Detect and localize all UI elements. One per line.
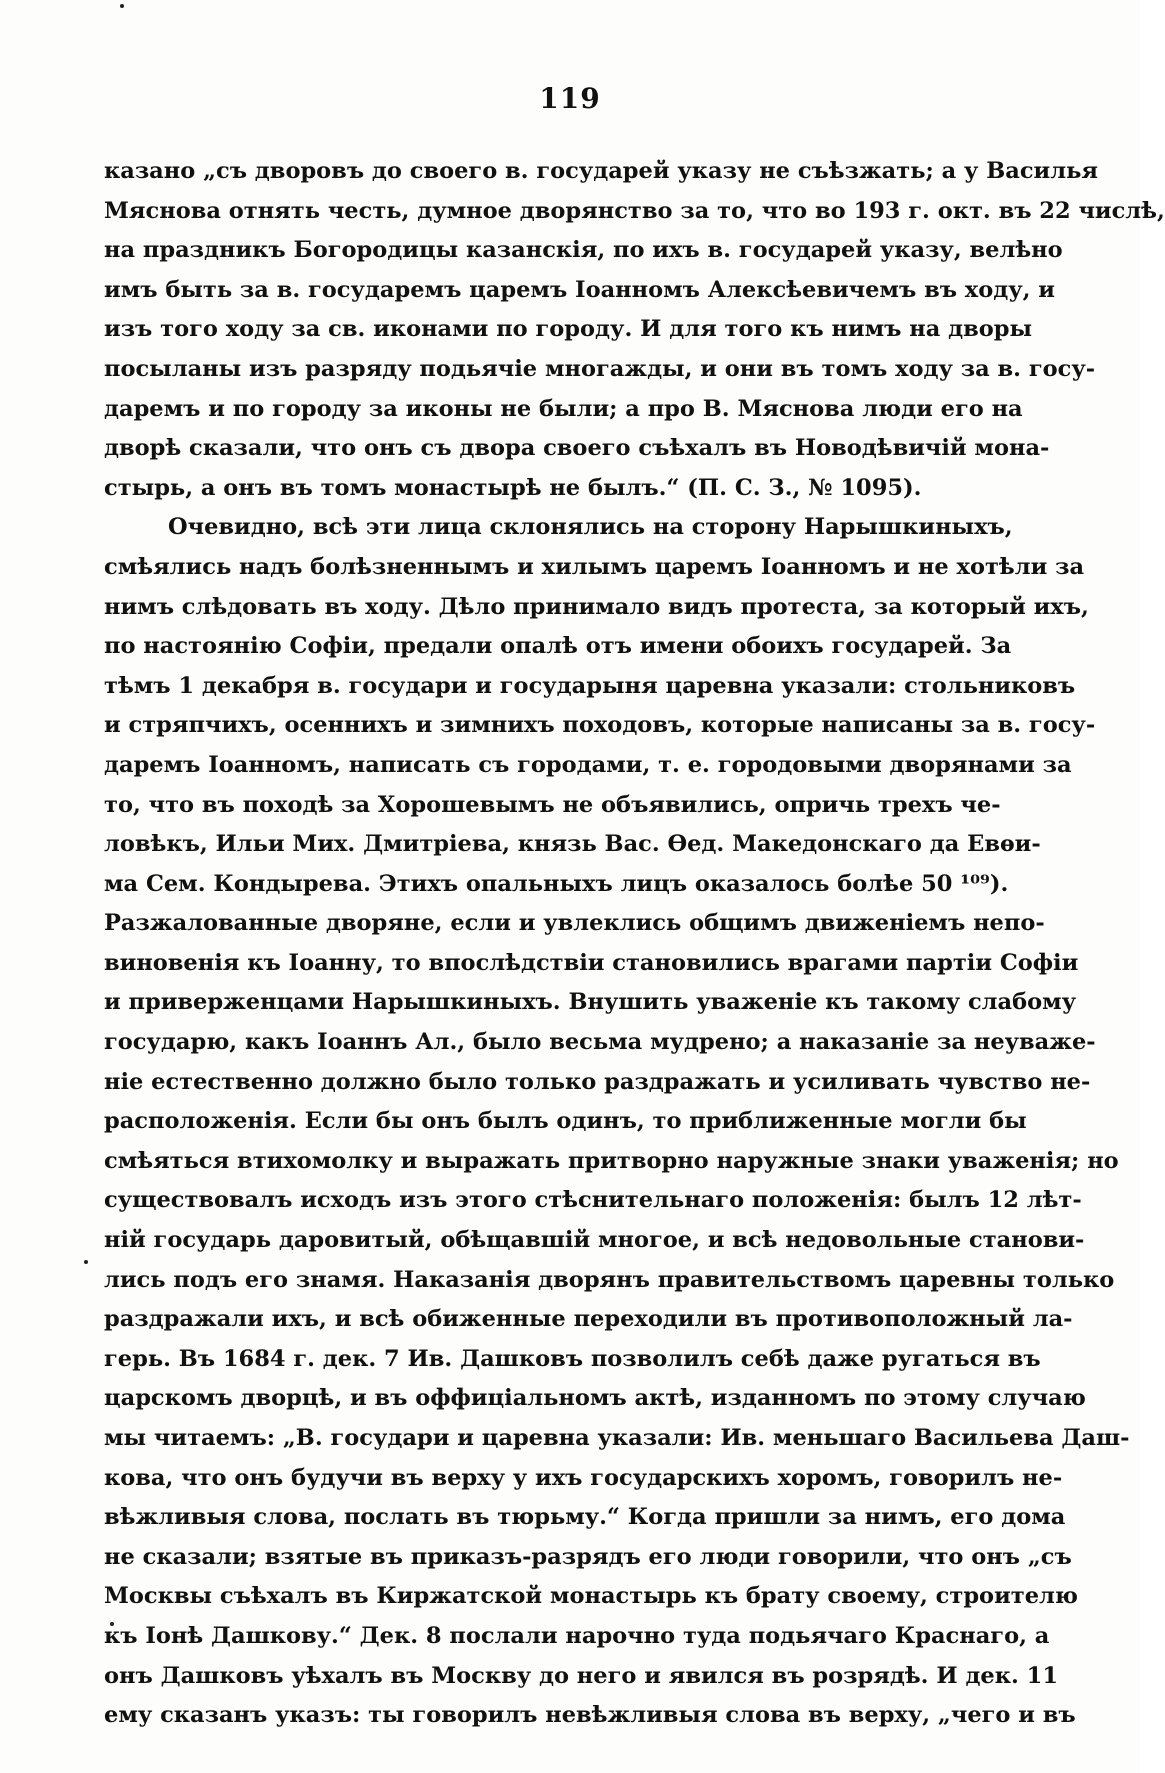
text-line: къ Іонѣ Дашкову.“ Дек. 8 послали нарочно туда подьячаго Краснаго, а: [104, 1622, 1050, 1649]
text-line: изъ того ходу за св. иконами по городу. И для того къ нимъ на дворы: [104, 316, 1033, 343]
text-line: смѣяться втихомолку и выражать притворно наружные знаки уваженія; но: [104, 1147, 1119, 1174]
text-line: на праздникъ Богородицы казанскія, по ихъ в. государей указу, велѣно: [104, 237, 1063, 264]
text-line: дворѣ сказали, что онъ съ двора своего съѣхалъ въ Новодѣвичій монa-: [104, 435, 1050, 462]
text-line: онъ Дашковъ уѣхалъ въ Москву до него и явился въ розрядѣ. И дек. 11: [104, 1662, 1058, 1689]
text-line: даремъ Іоанномъ, написать съ городами, т. е. городовыми дворянами за: [104, 751, 1072, 778]
text-line: казано „съ дворовъ до своего в. государей указу не съѣзжать; а у Василья: [104, 158, 1098, 184]
text-line: герь. Въ 1684 г. дек. 7 Ив. Дашковъ позволилъ себѣ даже ругаться въ: [104, 1345, 1041, 1372]
print-speck: [84, 1260, 88, 1264]
text-line: кова, что онъ будучи въ верху у ихъ государскихъ хоромъ, говорилъ не-: [104, 1464, 1063, 1491]
text-line: посыланы изъ разряду подьячіе многажды, и они въ томъ ходу за в. госу-: [104, 355, 1096, 382]
text-line: Мяснова отнять честь, думное дворянство за то, что во 193 г. окт. въ 22 числѣ,: [104, 197, 1165, 224]
text-line: стырь, а онъ въ томъ монастырѣ не былъ.“ (П. С. З., № 1095).: [104, 474, 922, 501]
text-line: тѣмъ 1 декабря в. государи и государыня царевна указали: стольниковъ: [104, 672, 1076, 699]
text-line: Разжалованные дворяне, если и увлеклись общимъ движеніемъ непо-: [104, 910, 1045, 937]
text-line: лись подъ его знамя. Наказанія дворянъ правительствомъ царевны только: [104, 1266, 1115, 1293]
text-line: существовалъ исходъ изъ этого стѣснительнаго положенія: былъ 12 лѣт-: [104, 1187, 1082, 1214]
text-line: смѣялись надъ болѣзненнымъ и хилымъ царемъ Іоанномъ и не хотѣли за: [104, 553, 1085, 580]
text-line: ніе естественно должно было только раздражать и усиливать чувство не-: [104, 1068, 1091, 1095]
text-line: ній государь даровитый, обѣщавшій многое, и всѣ недовольные станови-: [104, 1227, 1085, 1254]
text-line: по настоянію Софіи, предали опалѣ отъ имени обоихъ государей. За: [104, 633, 1012, 660]
text-line: Очевидно, всѣ эти лица склонялись на сторону Нарышкиныхъ,: [168, 514, 1013, 541]
text-line: ма Сем. Кондырева. Этихъ опальныхъ лицъ оказалось болѣе 50 ¹⁰⁹).: [104, 870, 1009, 897]
text-line: царскомъ дворцѣ, и въ оффиціальномъ актѣ, изданномъ по этому случаю: [104, 1385, 1086, 1412]
text-line: имъ быть за в. государемъ царемъ Іоанномъ Алексѣевичемъ въ ходу, и: [104, 276, 1055, 303]
text-line: Москвы съѣхалъ въ Киржатской монастырь къ брату своему, строителю: [104, 1583, 1078, 1610]
text-line: и стряпчихъ, осеннихъ и зимнихъ походовъ, которые написаны за в. госу-: [104, 712, 1096, 739]
text-line: даремъ и по городу за иконы не были; а про В. Мяснова люди его на: [104, 395, 1023, 422]
print-speck: [120, 4, 124, 8]
text-line: государю, какъ Іоаннъ Ал., было весьма мудрено; а наказаніе за неуваже-: [104, 1029, 1096, 1056]
text-line: расположенія. Если бы онъ былъ одинъ, то приближенные могли бы: [104, 1108, 1027, 1135]
text-line: вѣжливыя слова, послать въ тюрьму.“ Когда пришли за нимъ, его дома: [104, 1504, 1066, 1531]
text-line: то, что въ походѣ за Хорошевымъ не объявились, опричь трехъ че-: [104, 791, 1001, 818]
text-line: раздражали ихъ, и всѣ обиженные переходили въ противоположный ла-: [104, 1306, 1073, 1333]
body-text: [104, 152, 1165, 1736]
text-line: ловѣкъ, Ильи Мих. Дмитріева, князь Вас. Ѳед. Македонскаго да Евѳи-: [104, 831, 1041, 858]
text-line: нимъ слѣдовать въ ходу. Дѣло принимало видъ протеста, за который ихъ,: [104, 593, 1089, 620]
page-number: 119: [539, 82, 601, 115]
text-line: виновенія къ Іоанну, то впослѣдствіи становились врагами партіи Софіи: [104, 949, 1079, 976]
text-line: ему сказанъ указъ: ты говорилъ невѣжливыя слова въ верху, „чего и въ: [104, 1702, 1076, 1729]
text-line: и приверженцами Нарышкиныхъ. Внушить уваженіе къ такому слабому: [104, 989, 1077, 1016]
text-line: не сказали; взятые въ приказъ-разрядъ его люди говорили, что онъ „съ: [104, 1543, 1072, 1570]
text-line: мы читаемъ: „В. государи и царевна указали: Ив. меньшаго Васильева Даш-: [104, 1425, 1130, 1451]
